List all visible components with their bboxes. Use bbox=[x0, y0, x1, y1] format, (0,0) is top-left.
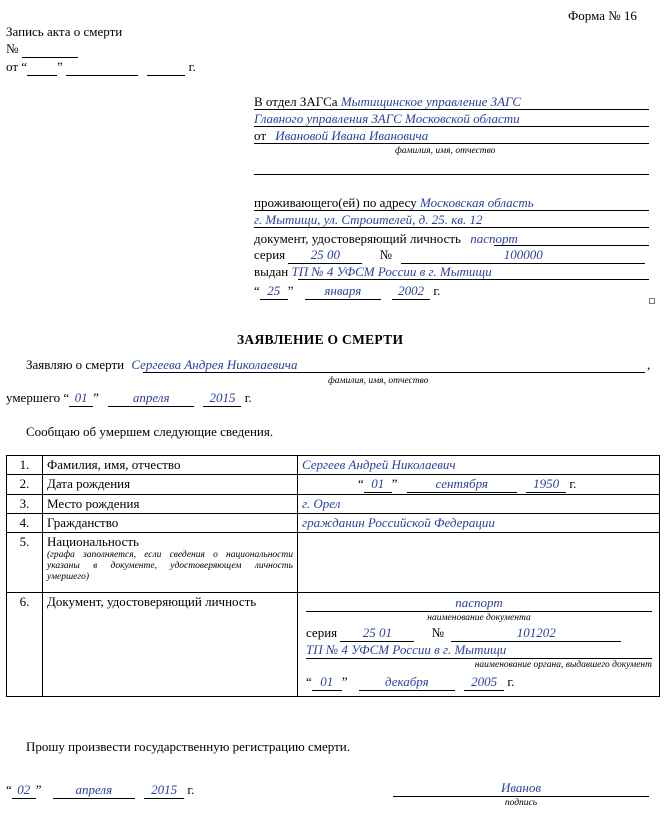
row-number: 2. bbox=[7, 475, 43, 495]
deceased-name-hint: фамилия, имя, отчество bbox=[328, 376, 429, 386]
year-suffix: г. bbox=[507, 674, 515, 689]
record-year-suffix: г. bbox=[188, 59, 196, 74]
from-label: от bbox=[254, 128, 267, 143]
deceased-name[interactable]: Сергеева Андрея Николаевича bbox=[131, 357, 298, 372]
application-year[interactable]: 2015 bbox=[144, 782, 184, 799]
birth-place-value[interactable]: г. Орел bbox=[298, 495, 660, 514]
doc-issue-date bbox=[306, 674, 514, 691]
row-label: Документ, удостоверяющий личность bbox=[43, 593, 298, 697]
zags-name[interactable]: Мытищинское управление ЗАГС bbox=[340, 94, 522, 109]
record-month-blank[interactable] bbox=[66, 59, 138, 76]
record-number-label: № bbox=[6, 41, 19, 56]
issued-month[interactable]: января bbox=[305, 283, 381, 300]
corner-mark bbox=[649, 298, 655, 304]
series-label: серия bbox=[254, 247, 286, 262]
birth-date-value bbox=[298, 475, 660, 495]
issued-year[interactable]: 2002 bbox=[392, 283, 430, 300]
quote-close: ” bbox=[341, 674, 348, 689]
id-doc-value[interactable]: паспорт bbox=[470, 231, 518, 246]
year-suffix: г. bbox=[187, 782, 195, 797]
quote-open: “ bbox=[6, 782, 12, 797]
quote-close: ” bbox=[287, 283, 294, 298]
statement-title: ЗАЯВЛЕНИЕ О СМЕРТИ bbox=[237, 332, 404, 347]
zags-line1 bbox=[254, 94, 521, 110]
application-month[interactable]: апреля bbox=[53, 782, 135, 799]
number-label: № bbox=[379, 247, 393, 262]
id-document-cell bbox=[298, 593, 660, 697]
id-doc-label: документ, удостоверяющий личность bbox=[254, 231, 461, 246]
doc-issuer-hint: наименование органа, выдавшего документ bbox=[474, 660, 652, 670]
died-year[interactable]: 2015 bbox=[203, 390, 241, 407]
row-label: Дата рождения bbox=[43, 475, 298, 495]
underline bbox=[494, 245, 649, 246]
to-label: В отдел ЗАГСа bbox=[254, 94, 338, 109]
died-label: умершего bbox=[6, 390, 61, 405]
doc-series[interactable]: 25 01 bbox=[340, 625, 414, 642]
row-number: 3. bbox=[7, 495, 43, 514]
underline bbox=[254, 174, 649, 175]
record-number bbox=[6, 41, 78, 58]
nationality-value[interactable] bbox=[298, 533, 660, 593]
doc-issuer[interactable]: ТП № 4 УФСМ России в г. Мытищи bbox=[306, 642, 652, 659]
quote-open: “ bbox=[358, 476, 364, 491]
applicant-name-hint: фамилия, имя, отчество bbox=[395, 146, 496, 156]
address-street[interactable]: г. Мытищи, ул. Строителей, д. 25. кв. 12 bbox=[254, 212, 483, 227]
underline bbox=[254, 143, 649, 144]
info-intro: Сообщаю об умершем следующие сведения. bbox=[26, 424, 274, 439]
issued-line bbox=[254, 264, 492, 280]
comma: , bbox=[647, 357, 651, 372]
row-number: 4. bbox=[7, 514, 43, 533]
applicant-line bbox=[254, 128, 428, 144]
signature-hint: подпись bbox=[504, 798, 538, 808]
row-label: Гражданство bbox=[43, 514, 298, 533]
quote-close: ” bbox=[35, 782, 42, 797]
issued-label: выдан bbox=[254, 264, 289, 279]
quote-open: “ bbox=[306, 674, 312, 689]
issued-day[interactable]: 25 bbox=[260, 283, 288, 300]
death-date bbox=[6, 390, 252, 407]
year-suffix: г. bbox=[569, 476, 577, 491]
form-number: Форма № 16 bbox=[568, 8, 637, 23]
year-suffix: г. bbox=[244, 390, 252, 405]
nationality-label-cell bbox=[43, 533, 298, 593]
doc-name-value[interactable]: паспорт bbox=[306, 595, 652, 612]
address-region[interactable]: Московская область bbox=[419, 195, 534, 210]
series-value[interactable]: 25 00 bbox=[288, 247, 362, 264]
record-date bbox=[6, 59, 196, 76]
registration-request: Прошу произвести государственную регистрацию смерти. bbox=[26, 739, 350, 754]
doc-year[interactable]: 2005 bbox=[464, 674, 504, 691]
declare-line bbox=[26, 357, 297, 373]
row-number: 5. bbox=[7, 533, 43, 593]
issued-by[interactable]: ТП № 4 УФСМ России в г. Мытищи bbox=[291, 264, 492, 279]
record-year-blank[interactable] bbox=[147, 59, 185, 76]
full-name-value[interactable]: Сергеев Андрей Николаевич bbox=[298, 456, 660, 475]
record-date-from: от bbox=[6, 59, 19, 74]
nationality-note: (графа заполняется, если сведения о национальности указаны в документе, удостоверяющем личность умершего) bbox=[47, 550, 293, 582]
underline bbox=[254, 109, 649, 110]
doc-number[interactable]: 101202 bbox=[451, 625, 621, 642]
address-line1 bbox=[254, 195, 534, 211]
doc-name-hint: наименование документа bbox=[427, 613, 531, 623]
quote-open: “ bbox=[21, 59, 28, 74]
table-row bbox=[7, 475, 660, 495]
quote-close: ” bbox=[57, 59, 63, 74]
applicant-name[interactable]: Ивановой Ивана Ивановича bbox=[275, 128, 429, 143]
residing-label: проживающего(ей) по адресу bbox=[254, 195, 417, 210]
table-row bbox=[7, 533, 660, 593]
birth-year[interactable]: 1950 bbox=[526, 476, 566, 493]
quote-close: ” bbox=[391, 476, 398, 491]
application-date bbox=[6, 782, 194, 799]
declare-label: Заявляю о смерти bbox=[26, 357, 125, 372]
record-day-blank[interactable] bbox=[27, 59, 57, 76]
row-label: Фамилия, имя, отчество bbox=[43, 456, 298, 475]
number-value[interactable]: 100000 bbox=[401, 247, 645, 264]
birth-day[interactable]: 01 bbox=[364, 476, 392, 493]
row-number: 6. bbox=[7, 593, 43, 697]
id-doc-line bbox=[254, 231, 518, 247]
quote-open: “ bbox=[254, 283, 260, 298]
row-number: 1. bbox=[7, 456, 43, 475]
table-row bbox=[7, 456, 660, 475]
doc-month[interactable]: декабря bbox=[359, 674, 455, 691]
quote-open: “ bbox=[63, 390, 70, 405]
citizenship-value[interactable]: гражданин Российской Федерации bbox=[298, 514, 660, 533]
year-suffix: г. bbox=[433, 283, 441, 298]
doc-day[interactable]: 01 bbox=[312, 674, 342, 691]
underline bbox=[298, 279, 649, 280]
underline bbox=[143, 372, 645, 373]
underline bbox=[254, 210, 649, 211]
died-day[interactable]: 01 bbox=[69, 390, 93, 407]
deceased-info-table bbox=[6, 455, 660, 697]
record-number-blank[interactable] bbox=[22, 41, 78, 58]
signature-field[interactable]: Иванов bbox=[393, 780, 649, 797]
died-month[interactable]: апреля bbox=[108, 390, 194, 407]
table-row bbox=[7, 495, 660, 514]
issued-date bbox=[254, 283, 440, 300]
zags-line2[interactable]: Главного управления ЗАГС Московской области bbox=[254, 111, 520, 126]
application-day[interactable]: 02 bbox=[12, 782, 36, 799]
record-heading: Запись акта о смерти bbox=[6, 24, 123, 39]
row-label: Национальность bbox=[47, 534, 139, 549]
underline bbox=[254, 126, 649, 127]
series-label: серия bbox=[306, 625, 338, 640]
id-series-line bbox=[254, 247, 645, 264]
doc-series-line bbox=[306, 625, 621, 642]
number-label: № bbox=[431, 625, 445, 640]
underline bbox=[254, 227, 649, 228]
table-row bbox=[7, 514, 660, 533]
birth-month[interactable]: сентября bbox=[407, 476, 517, 493]
row-label: Место рождения bbox=[43, 495, 298, 514]
table-row bbox=[7, 593, 660, 697]
quote-close: ” bbox=[93, 390, 99, 405]
